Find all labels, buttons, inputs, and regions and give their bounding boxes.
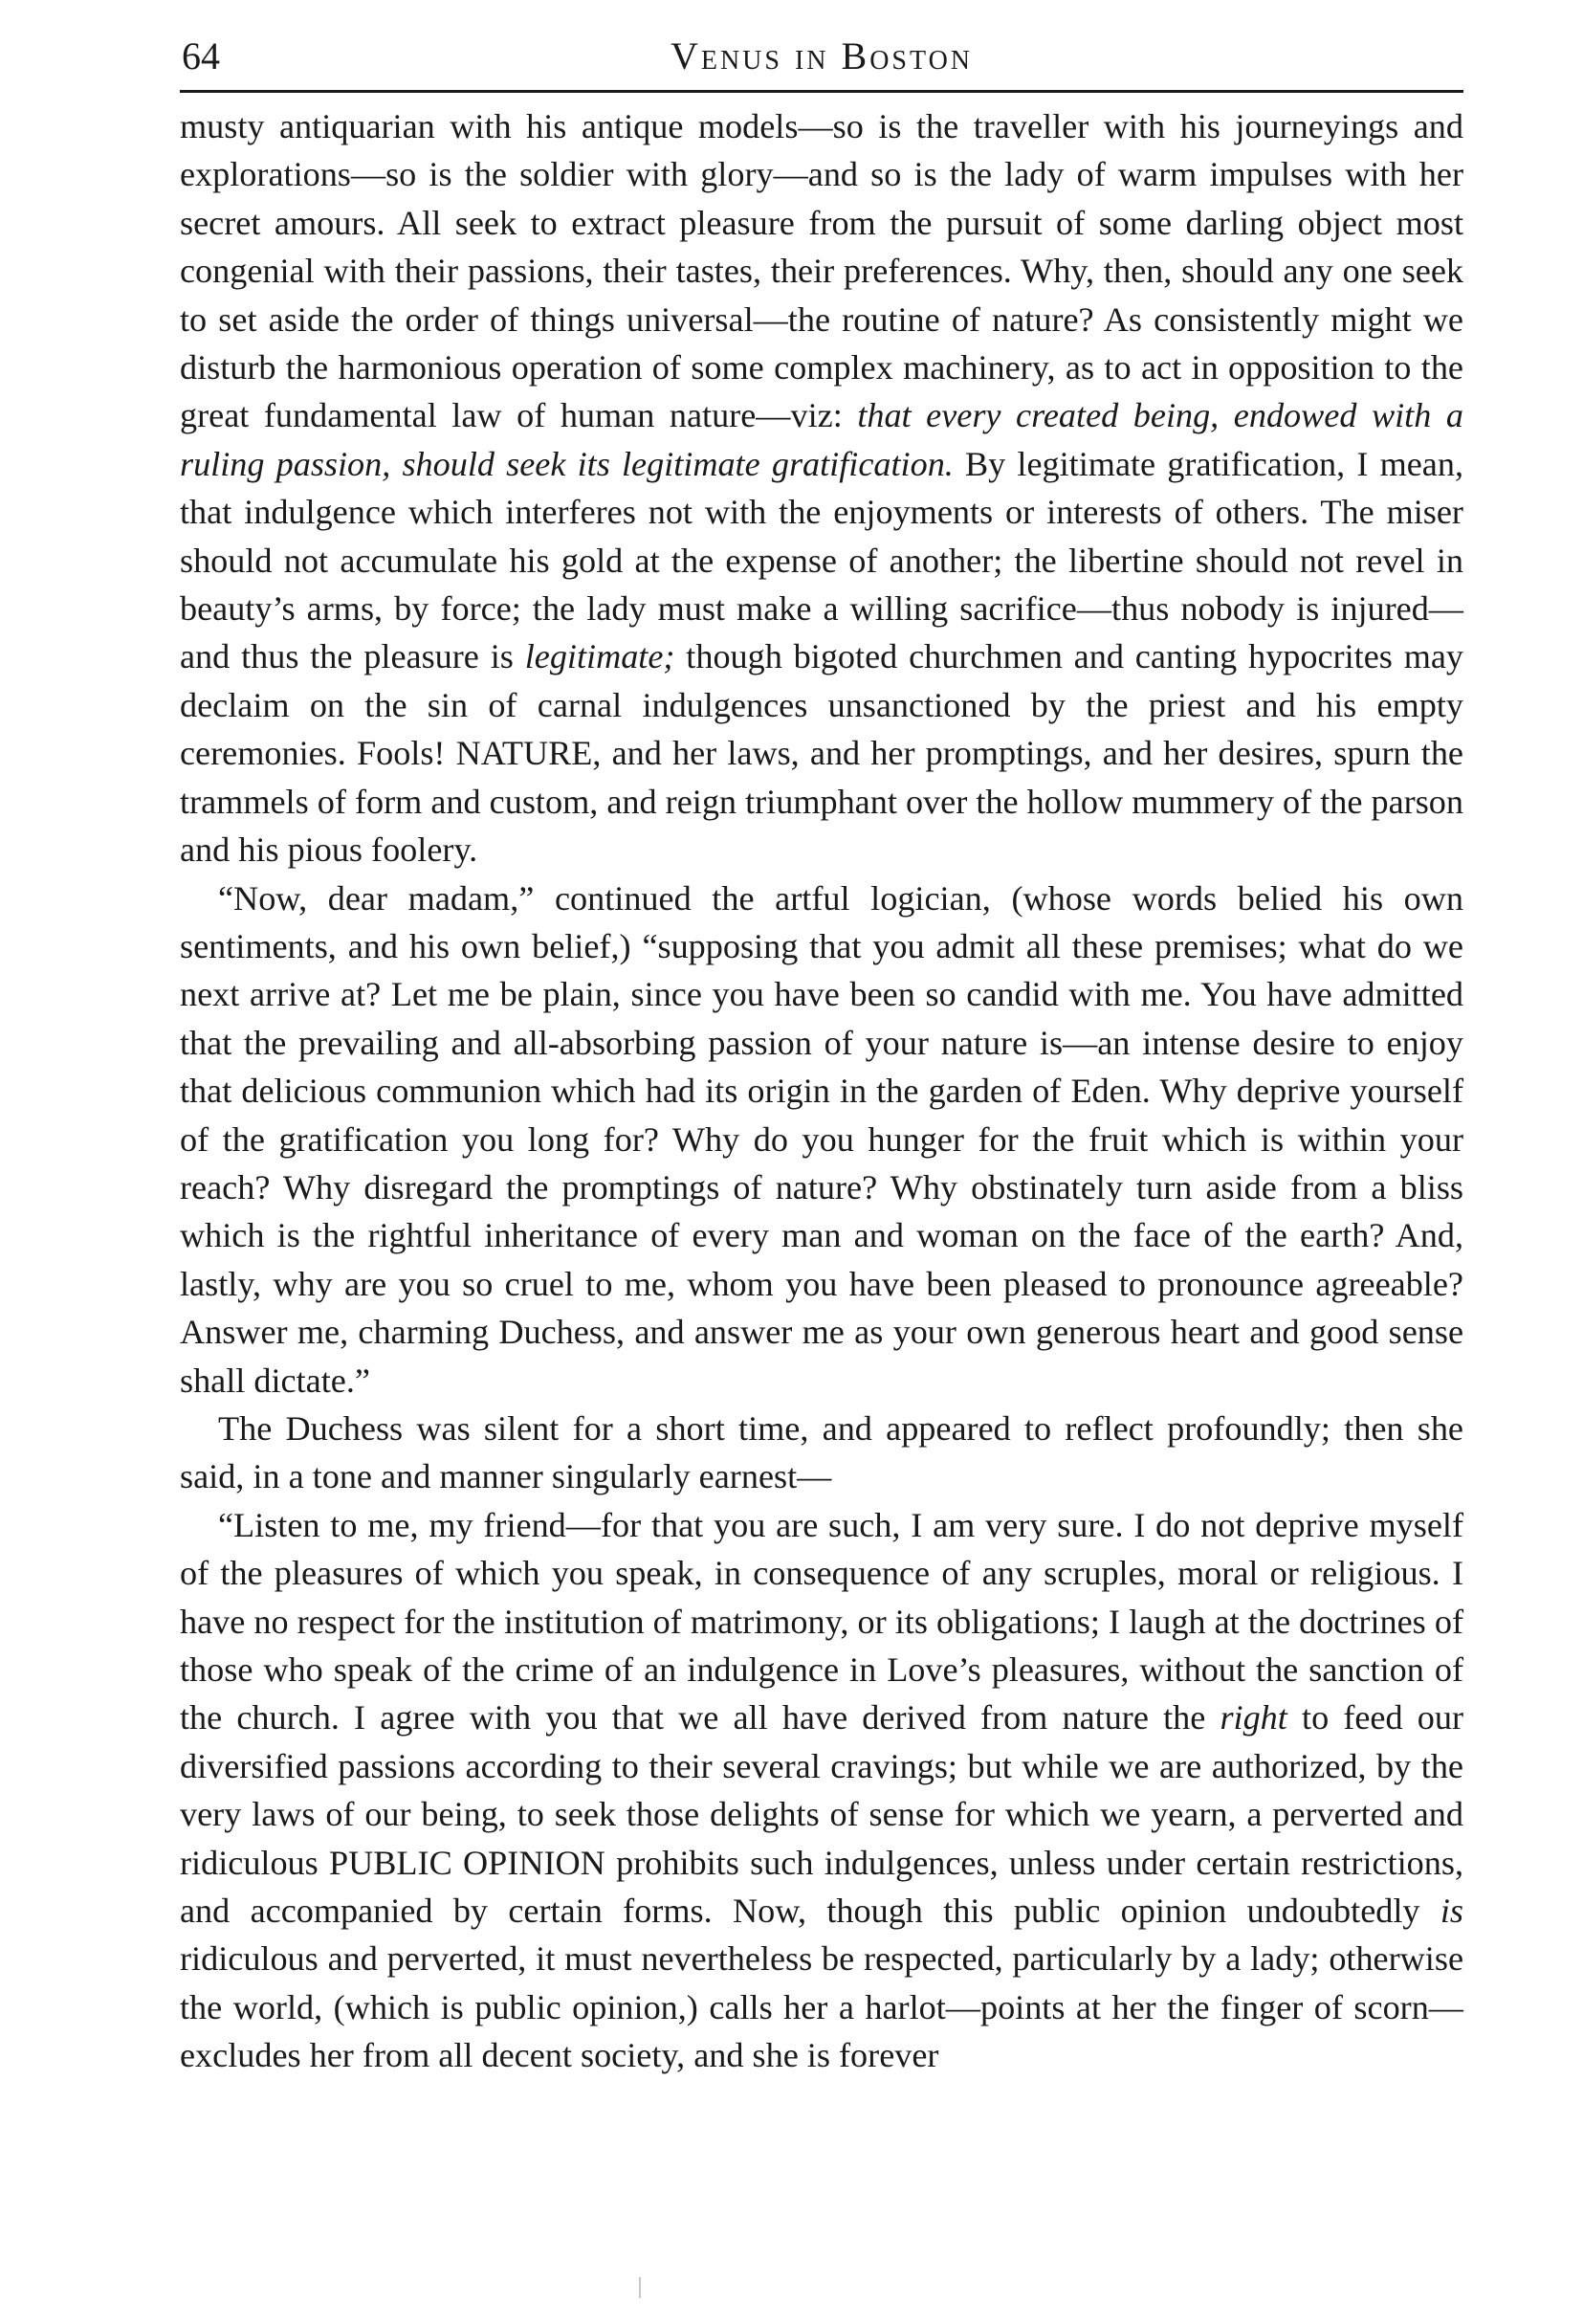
text-run: musty antiquarian with his antique models—so is the traveller with his journeyings and explorations—so is the soldier with glory—and so is the lady of warm impulses with her secret amours. All seek to extract pleasure from the pursuit of some darling object most congenial with their passions, their tastes, their preferences. Why, then, should any one seek to set aside the order of things universal—the routine of nature? As consistently might we disturb the harmonious operation of some complex machinery, as to act in opposition to the great fundamental law of human nature—viz: (180, 107, 1463, 435)
text-run: “Now, dear madam,” continued the artful logician, (whose words belied his own sentiments, and his own belief,) “supposing that you admit all these premises; what do we next arrive at? Let me be plain, since you have been so candid with me. You have admitted that the prevailing and all-absorbing passion of your nature is—an intense desire to enjoy that delicious communion which had its origin in the garden of Eden. Why deprive yourself of the gratification you long for? Why do you hunger for the fruit which is within your reach? Why disregard the promptings of nature? Why obstinately turn aside from a bliss which is the rightful inheritance of every man and woman on the face of the earth? And, lastly, why are you so cruel to me, whom you have been pleased to pronounce agreeable? Answer me, charming Duchess, and answer me as your own generous heart and good sense shall dictate.” (180, 878, 1463, 1400)
page-header (180, 29, 1463, 84)
text-run: “Listen to me, my friend—for that you are such, I am very sure. I do not deprive myself of the pleasures of which you speak, in consequence of any scruples, moral or religious. I have no respect for the institution of matrimony, or its obligations; I laugh at the doctrines of those who speak of the crime of an indulgence in Love’s pleasures, without the sanction of the church. I agree with you that we all have derived from nature the (180, 1505, 1463, 1737)
body-text (180, 102, 1463, 2080)
paragraph (180, 874, 1463, 1405)
text-run: to feed our diversified passions according to their several cravings; but while we are authorized, by the very laws of our being, to seek those delights of sense for which we yearn, a perverted and ridiculous PUBLIC OPINION prohibits such indulgences, unless under certain restrictions, and accompanied by certain forms. Now, though this public opinion undoubtedly (180, 1698, 1463, 1931)
text-run: ridiculous and perverted, it must nevertheless be respected, particularly by a lady; otherwise the world, (which is public opinion,) calls her a harlot—points at her the finger of scorn—excludes her from all decent society, and she is forever (180, 1939, 1463, 2075)
italic-text: right (1220, 1698, 1287, 1737)
paragraph (180, 1405, 1463, 1501)
book-page (180, 29, 1463, 2080)
page-number: 64 (182, 34, 220, 77)
header-rule (180, 90, 1463, 93)
italic-text: that every created being, endowed with a ruling passion, should seek its legitimate gratification. (180, 396, 1463, 483)
running-title: Venus in Boston (670, 34, 974, 77)
scan-mark (639, 2277, 641, 2298)
italic-text: is (1440, 1892, 1463, 1931)
text-run: The Duchess was silent for a short time, and appeared to reflect profoundly; then she said, in a tone and manner singularly earnest— (180, 1408, 1463, 1496)
paragraph (180, 102, 1463, 874)
paragraph (180, 1501, 1463, 2080)
italic-text: legitimate; (524, 637, 675, 676)
text-run: though bigoted churchmen and canting hypocrites may declaim on the sin of carnal indulgences unsanctioned by the priest and his empty ceremonies. Fools! NATURE, and her laws, and her promptings, and her desires, spurn the trammels of form and custom, and reign triumphant over the hollow mummery of the parson and his pious foolery. (180, 637, 1463, 870)
text-run: By legitimate gratification, I mean, that indulgence which interferes not with the enjoyments or interests of others. The miser should not accumulate his gold at the expense of another; the libertine should not revel in beauty’s arms, by force; the lady must make a willing sacrifice—thus nobody is injured—and thus the pleasure is (180, 444, 1463, 676)
